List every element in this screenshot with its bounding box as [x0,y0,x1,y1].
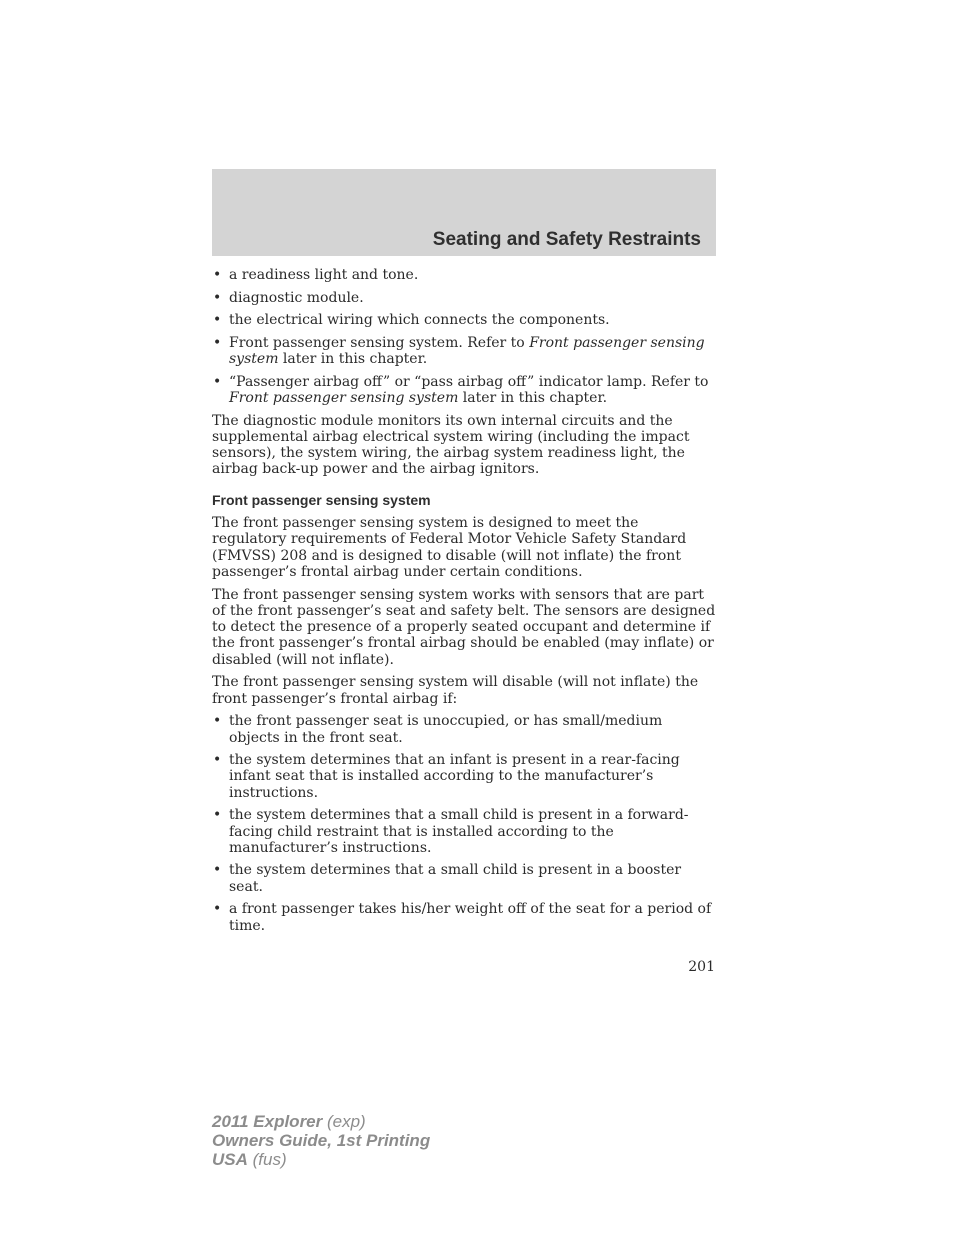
section-header-band [212,169,716,256]
list-item [212,267,717,283]
list-item-text: the electrical wiring which connects the components. [229,312,610,329]
subsection-heading: Front passenger sensing system [212,491,431,508]
body-paragraph: The front passenger sensing system will disable (will not inflate) the front passenger’s frontal airbag if: [212,674,699,707]
page-body [212,267,717,940]
list-item-text: later in this chapter. [458,389,608,406]
disable-conditions-list [212,713,717,934]
bullet-icon: • [213,713,222,730]
body-paragraph: The diagnostic module monitors its own internal circuits and the supplemental airbag electrical system wiring (including the impact sensors), the system wiring, the airbag system readiness light, the airbag back-up power and the airbag ignitors. [212,412,690,478]
footer-model: 2011 Explorer [212,1112,323,1131]
list-item [212,807,717,856]
list-item-text: later in this chapter. [278,351,428,368]
list-item [212,290,717,306]
list-item [212,901,717,934]
cross-reference: Front passenger sensing system [229,389,459,406]
footer-line [212,1150,430,1169]
bullet-icon: • [213,289,222,306]
list-item-text: the front passenger seat is unoccupied, or has small/medium objects in the front seat. [229,713,663,746]
list-item [212,862,717,895]
list-item-text: diagnostic module. [229,289,364,306]
footer-line [212,1112,430,1131]
footer-market: USA [212,1150,248,1169]
bullet-icon: • [213,334,222,351]
page-number: 201 [688,959,715,975]
list-item-text: a front passenger takes his/her weight off of the seat for a period of time. [229,901,712,934]
bullet-icon: • [213,373,222,390]
bullet-icon: • [213,267,222,283]
list-item [212,335,717,368]
bullet-icon: • [213,752,222,769]
list-item [212,374,717,407]
body-paragraph: The front passenger sensing system works with sensors that are part of the front passenger’s seat and safety belt. The sensors are designed to detect the presence of a properly seated occupant and determine if the front passenger’s frontal airbag should be enabled (may inflate) or disabled (will not inflate). [212,586,716,668]
list-item-text: the system determines that a small child is present in a booster seat. [229,862,682,895]
list-item-text: a readiness light and tone. [229,267,419,283]
bullet-icon: • [213,312,222,329]
footer-model-code: (exp) [322,1112,366,1131]
bullet-icon: • [213,901,222,918]
bullet-icon: • [213,807,222,824]
footer-line [212,1131,430,1150]
body-paragraph: The front passenger sensing system is designed to meet the regulatory requirements of Federal Motor Vehicle Safety Standard (FMVSS) 208 and is designed to disable (will not inflate) the front passenger’s frontal airbag under certain conditions. [212,515,687,580]
list-item-text: Front passenger sensing system. Refer to [229,334,530,351]
list-item [212,752,717,801]
bullet-icon: • [213,862,222,879]
section-header-title: Seating and Safety Restraints [432,229,701,250]
component-list [212,267,717,406]
cross-reference: Front passenger sensing system [229,334,705,368]
document-footer [212,1112,430,1169]
footer-edition: Owners Guide, 1st Printing [212,1131,431,1150]
list-item [212,713,717,746]
list-item-text: the system determines that an infant is present in a rear-facing infant seat that is installed according to the manufacturer’s instructions. [229,752,680,801]
list-item-text: the system determines that a small child is present in a forward-facing child restraint that is installed according to the manufacturer’s instructions. [229,807,689,856]
list-item [212,312,717,328]
footer-market-code: (fus) [247,1150,287,1169]
list-item-text: “Passenger airbag off” or “pass airbag off” indicator lamp. Refer to [229,373,709,390]
